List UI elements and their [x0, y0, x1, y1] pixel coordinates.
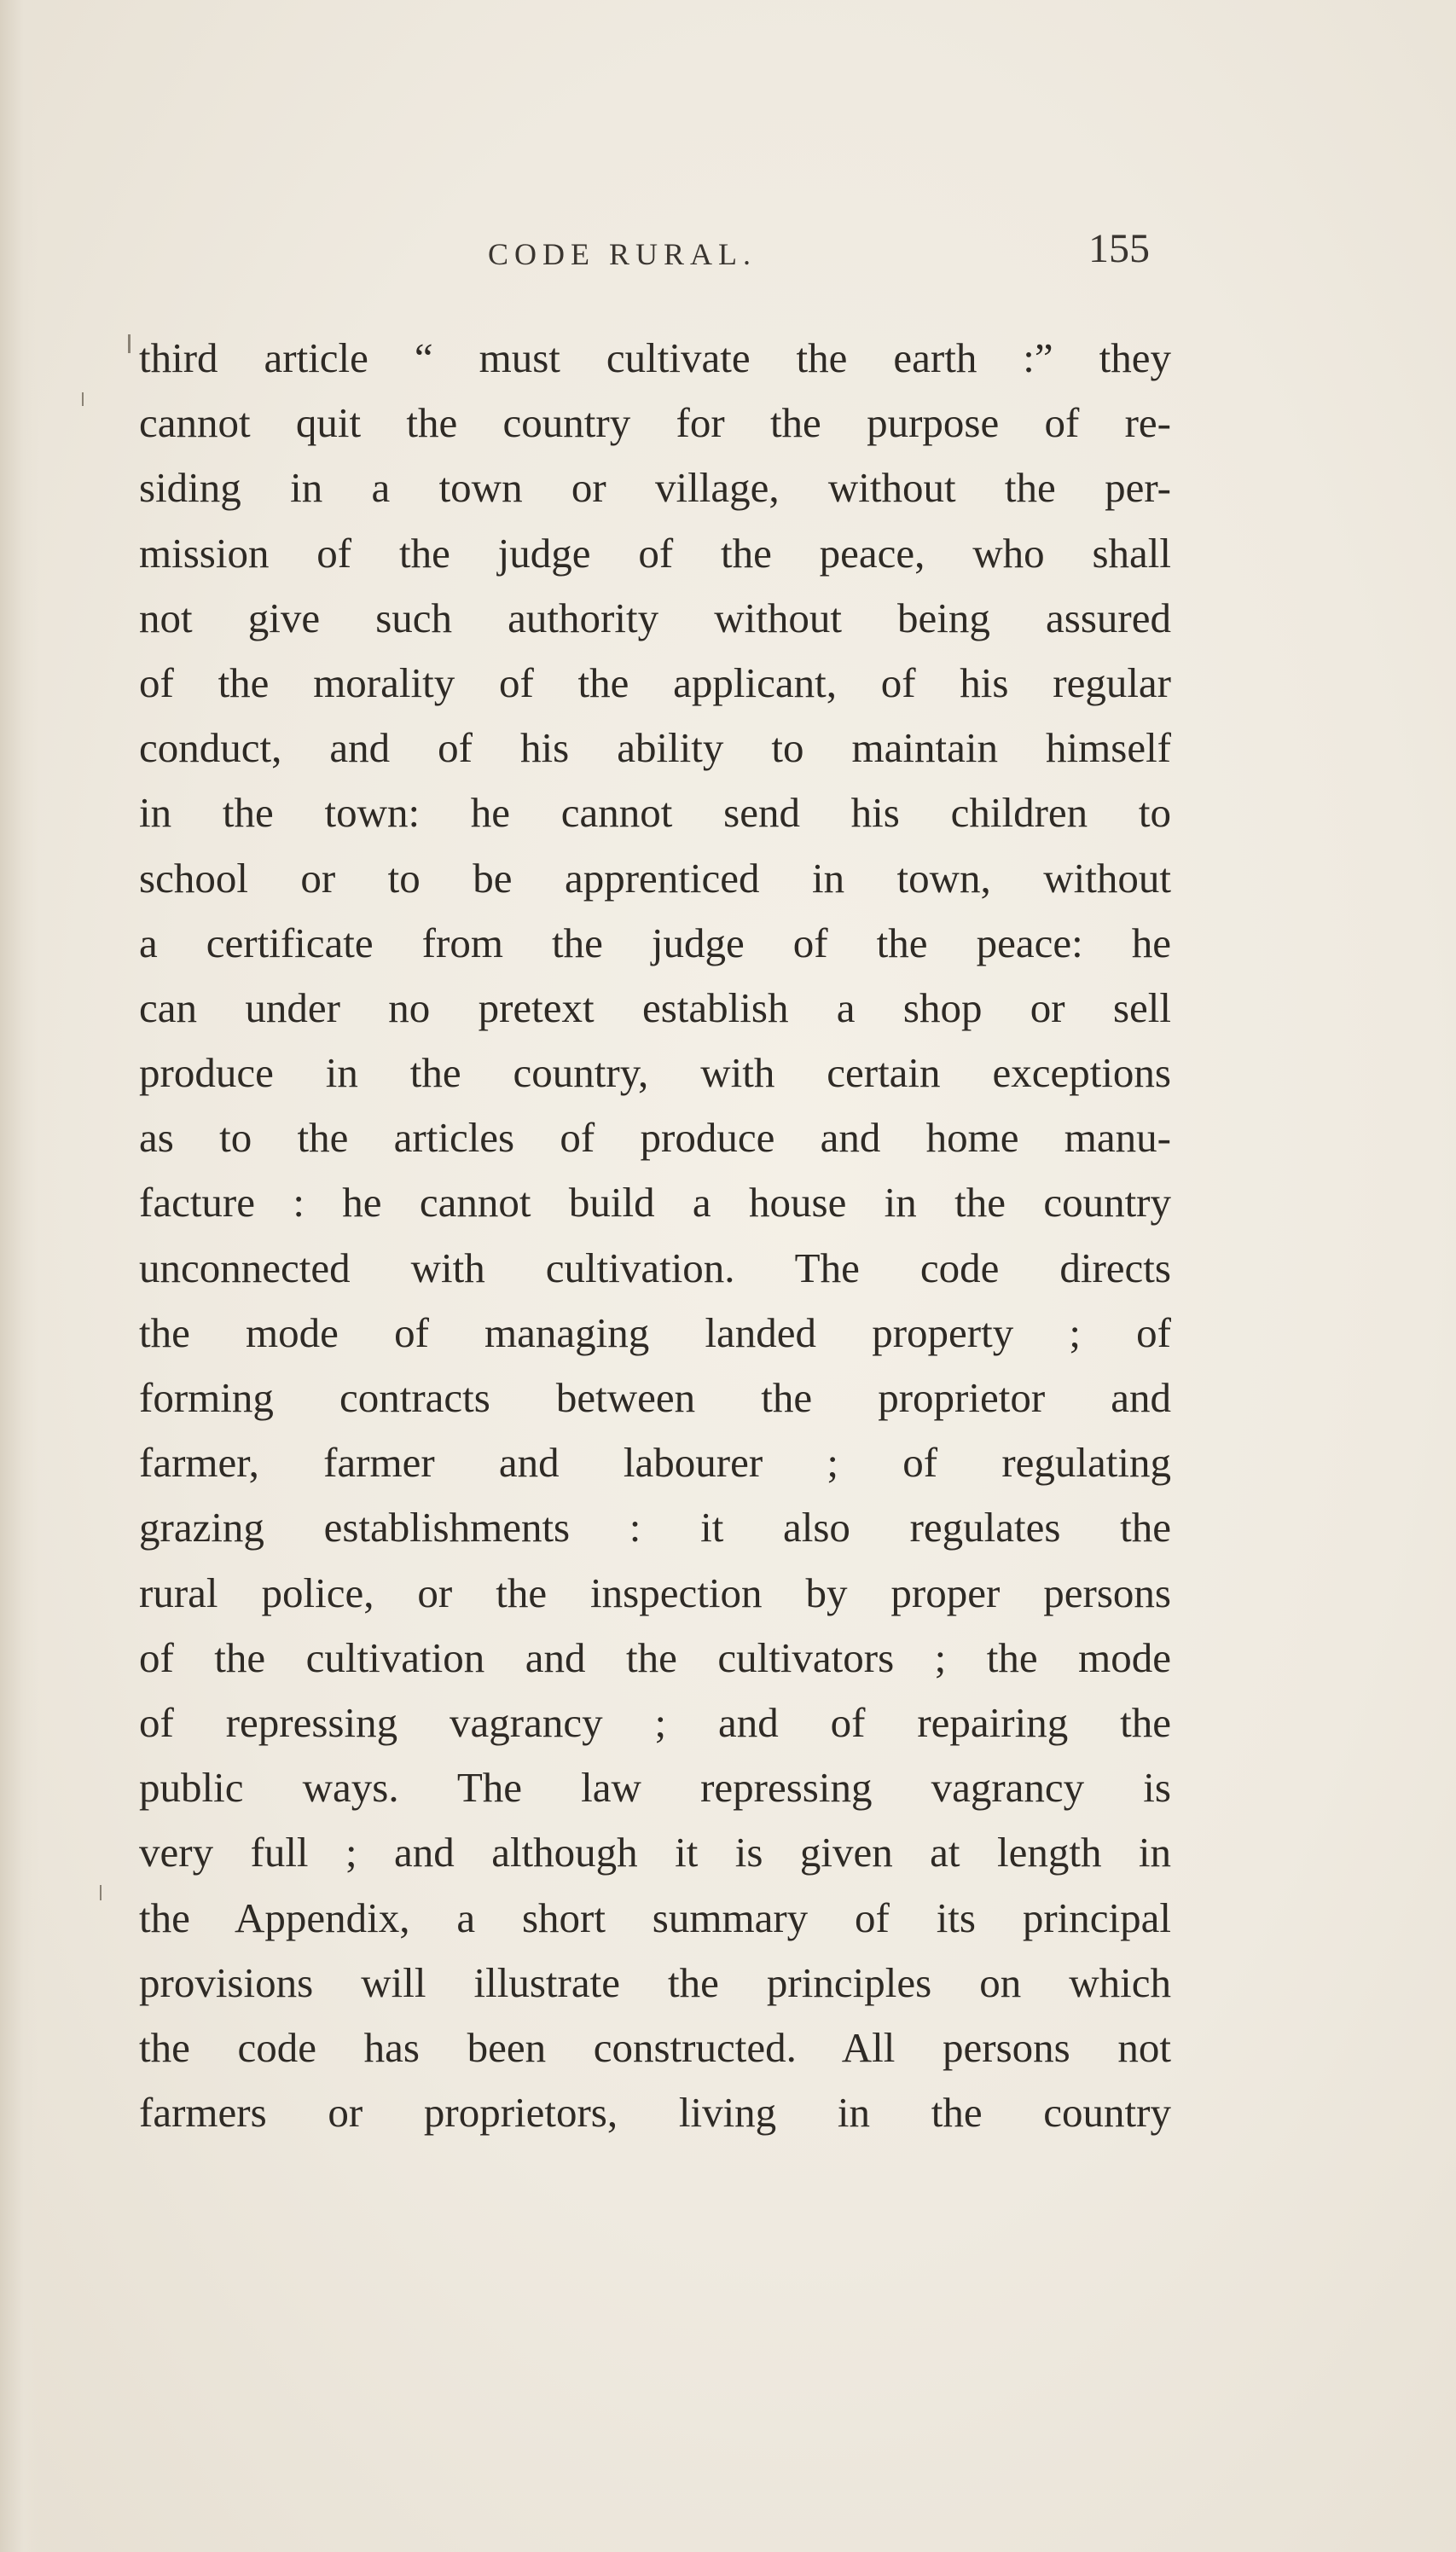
text-line: unconnected with cultivation. The code directs: [139, 1244, 1171, 1291]
text-line: the Appendix, a short summary of its principal: [139, 1894, 1171, 1941]
text-line: farmer, farmer and labourer ; of regulating: [139, 1439, 1171, 1487]
margin-tick-mark: [128, 334, 131, 353]
text-line: siding in a town or village, without the per-: [139, 464, 1171, 512]
text-line: facture : he cannot build a house in the country: [139, 1179, 1171, 1227]
text-line: the mode of managing landed property ; of: [139, 1308, 1171, 1356]
text-line: very full ; and although it is given at length in: [139, 1829, 1171, 1876]
text-line: of repressing vagrancy ; and of repairing the: [139, 1698, 1171, 1746]
page-number: 155: [1088, 226, 1150, 271]
text-line: mission of the judge of the peace, who shall: [139, 529, 1171, 577]
running-title: CODE RURAL.: [488, 237, 757, 271]
text-line: produce in the country, with certain exceptions: [139, 1049, 1171, 1097]
text-line: third article “ must cultivate the earth :” they: [139, 334, 1171, 381]
text-line: rural police, or the inspection by proper persons: [139, 1569, 1171, 1616]
text-line: public ways. The law repressing vagrancy is: [139, 1764, 1171, 1812]
text-line: can under no pretext establish a shop or sell: [139, 983, 1171, 1031]
text-line: the code has been constructed. All persons not: [139, 2023, 1171, 2071]
text-line: as to the articles of produce and home manu-: [139, 1114, 1171, 1162]
text-line: a certificate from the judge of the peace: he: [139, 919, 1171, 966]
text-line: provisions will illustrate the principles on which: [139, 1958, 1171, 2006]
running-head: [0, 226, 1456, 280]
text-line: cannot quit the country for the purpose of re-: [139, 399, 1171, 447]
text-line: forming contracts between the proprietor and: [139, 1374, 1171, 1421]
text-line: of the cultivation and the cultivators ; the mode: [139, 1633, 1171, 1681]
margin-tick-mark: [100, 1885, 102, 1900]
text-line: farmers or proprietors, living in the country: [139, 2089, 1171, 2137]
gutter-shadow: [0, 0, 39, 2552]
text-line: school or to be apprenticed in town, without: [139, 854, 1171, 902]
margin-tick-mark: [82, 392, 84, 406]
body-text: [139, 326, 1171, 2145]
text-line: grazing establishments : it also regulates the: [139, 1504, 1171, 1552]
text-line: not give such authority without being assured: [139, 594, 1171, 641]
text-line: in the town: he cannot send his children to: [139, 789, 1171, 837]
text-line: conduct, and of his ability to maintain himself: [139, 724, 1171, 772]
text-line: of the morality of the applicant, of his regular: [139, 658, 1171, 706]
